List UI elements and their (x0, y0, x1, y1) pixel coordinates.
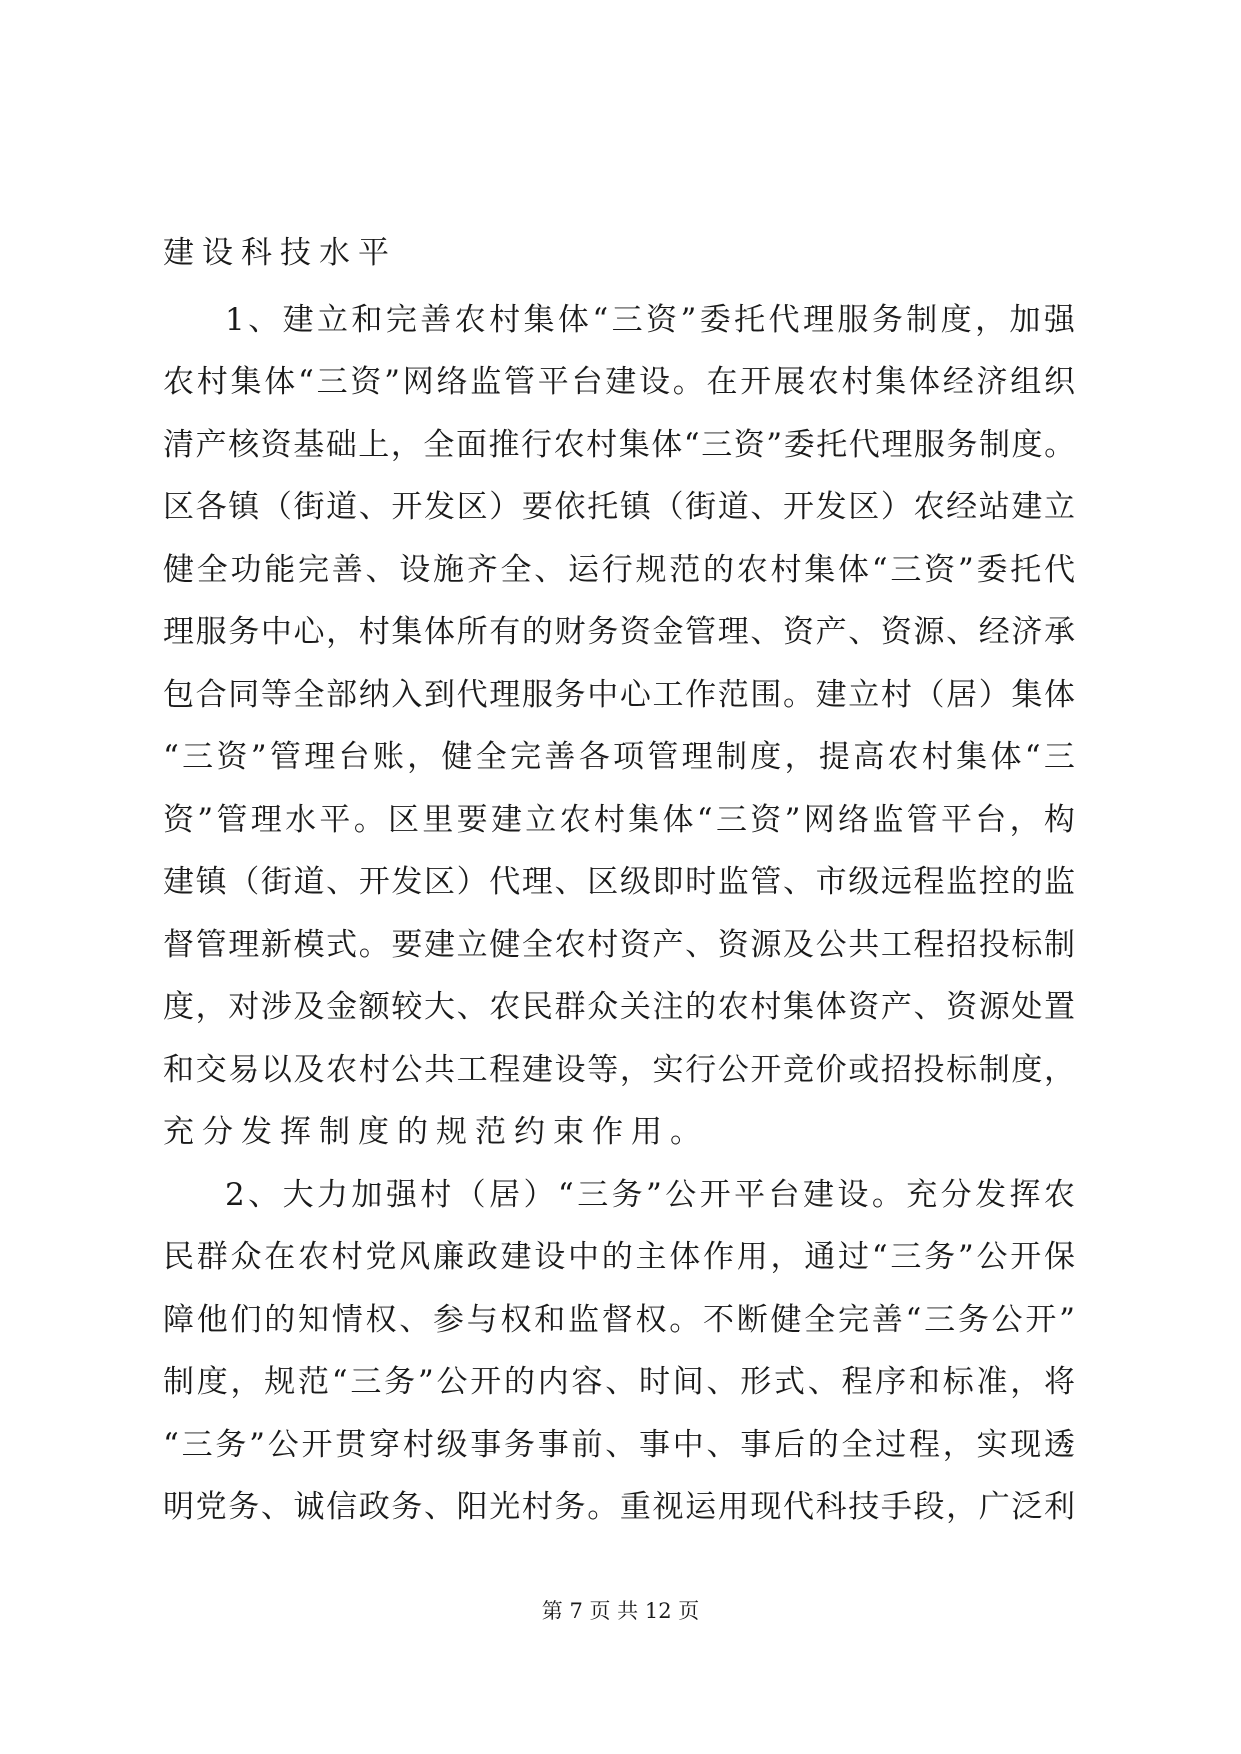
text-line: 2、大力加强村（居）“三务”公开平台建设。充分发挥农 (225, 1177, 1079, 1213)
text-line: 明党务、诚信政务、阳光村务。重视运用现代科技手段，广泛利 (163, 1489, 1077, 1525)
page-footer: 第 7 页 共 12 页 (541, 1599, 700, 1623)
text-line: “三务”公开贯穿村级事务事前、事中、事后的全过程，实现透 (163, 1427, 1078, 1463)
text-line: 民群众在农村党风廉政建设中的主体作用，通过“三务”公开保 (163, 1239, 1078, 1275)
text-line: 建镇（街道、开发区）代理、区级即时监管、市级远程监控的监 (163, 864, 1077, 900)
text-line: 包合同等全部纳入到代理服务中心工作范围。建立村（居）集体 (163, 677, 1077, 713)
text-line: 农村集体“三资”网络监管平台建设。在开展农村集体经济组织 (163, 364, 1078, 400)
text-line: 健全功能完善、设施齐全、运行规范的农村集体“三资”委托代 (163, 552, 1078, 588)
text-line: 理服务中心，村集体所有的财务资金管理、资产、资源、经济承 (163, 614, 1077, 650)
text-line: 清产核资基础上，全面推行农村集体“三资”委托代理服务制度。 (163, 427, 1077, 463)
text-line: 度，对涉及金额较大、农民群众关注的农村集体资产、资源处置 (163, 989, 1077, 1025)
text-line: 障他们的知情权、参与权和监督权。不断健全完善“三务公开” (163, 1302, 1078, 1338)
text-line: 制度，规范“三务”公开的内容、时间、形式、程序和标准，将 (163, 1364, 1078, 1400)
text-line: “三资”管理台账，健全完善各项管理制度，提高农村集体“三 (163, 739, 1079, 775)
text-line: 1、建立和完善农村集体“三资”委托代理服务制度，加强 (225, 302, 1079, 338)
text-line: 资”管理水平。区里要建立农村集体“三资”网络监管平台，构 (163, 802, 1079, 838)
text-line: 区各镇（街道、开发区）要依托镇（街道、开发区）农经站建立 (163, 489, 1077, 525)
text-line: 和交易以及农村公共工程建设等，实行公开竞价或招投标制度， (163, 1052, 1077, 1088)
text-line: 建设科技水平 (163, 235, 397, 271)
text-line: 充分发挥制度的规范约束作用。 (163, 1114, 709, 1150)
text-line: 督管理新模式。要建立健全农村资产、资源及公共工程招投标制 (163, 927, 1077, 963)
